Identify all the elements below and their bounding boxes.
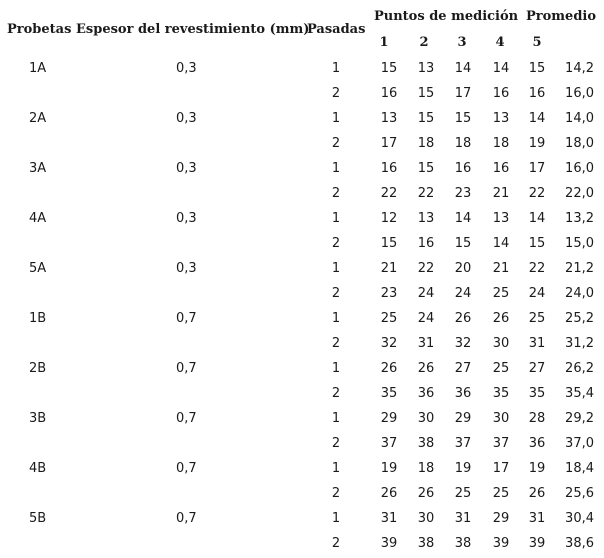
medicion-cell-4: 21 (492, 186, 510, 201)
medicion-cell-1: 39 (380, 536, 398, 551)
probeta-cell: 3A (29, 161, 47, 176)
medicion-cell-4: 30 (492, 411, 510, 426)
header-punto-2: 2 (419, 35, 429, 50)
pasada-cell: 2 (331, 286, 341, 301)
medicion-cell-3: 15 (454, 236, 472, 251)
pasada-cell: 2 (331, 486, 341, 501)
medicion-cell-3: 27 (454, 361, 472, 376)
medicion-cell-2: 26 (417, 486, 435, 501)
table-row (0, 208, 604, 233)
header-punto-5: 5 (532, 35, 542, 50)
probeta-cell: 2A (29, 111, 47, 126)
medicion-cell-5: 24 (528, 286, 546, 301)
promedio-cell: 35,4 (565, 386, 594, 401)
medicion-cell-2: 38 (417, 436, 435, 451)
medicion-cell-2: 18 (417, 136, 435, 151)
table-row (0, 183, 604, 208)
pasada-cell: 1 (331, 211, 341, 226)
probeta-cell: 1B (29, 311, 47, 326)
espesor-cell: 0,3 (176, 161, 197, 176)
medicion-cell-3: 19 (454, 461, 472, 476)
header-punto-3: 3 (457, 35, 467, 50)
medicion-cell-1: 25 (380, 311, 398, 326)
table-row (0, 108, 604, 133)
medicion-cell-2: 15 (417, 111, 435, 126)
medicion-cell-4: 26 (492, 311, 510, 326)
table-row (0, 383, 604, 408)
promedio-cell: 25,6 (565, 486, 594, 501)
promedio-cell: 29,2 (565, 411, 594, 426)
medicion-cell-1: 16 (380, 161, 398, 176)
medicion-cell-1: 17 (380, 136, 398, 151)
medicion-cell-5: 19 (528, 461, 546, 476)
medicion-cell-1: 26 (380, 486, 398, 501)
table-row (0, 308, 604, 333)
table-row (0, 333, 604, 358)
medicion-cell-5: 16 (528, 86, 546, 101)
header-promedio: Promedio (526, 9, 597, 24)
pasada-cell: 1 (331, 361, 341, 376)
medicion-cell-3: 38 (454, 536, 472, 551)
medicion-cell-2: 26 (417, 361, 435, 376)
table-row (0, 408, 604, 433)
medicion-cell-4: 14 (492, 236, 510, 251)
medicion-cell-4: 25 (492, 286, 510, 301)
medicion-cell-4: 16 (492, 86, 510, 101)
medicion-cell-2: 22 (417, 261, 435, 276)
pasada-cell: 2 (331, 436, 341, 451)
medicion-cell-1: 23 (380, 286, 398, 301)
promedio-cell: 21,2 (565, 261, 594, 276)
medicion-cell-3: 23 (454, 186, 472, 201)
header-probetas: Probetas (7, 22, 72, 37)
pasada-cell: 2 (331, 86, 341, 101)
medicion-cell-1: 32 (380, 336, 398, 351)
espesor-cell: 0,3 (176, 211, 197, 226)
espesor-cell: 0,3 (176, 261, 197, 276)
probeta-cell: 4B (29, 461, 47, 476)
medicion-cell-5: 39 (528, 536, 546, 551)
promedio-cell: 25,2 (565, 311, 594, 326)
espesor-cell: 0,7 (176, 411, 197, 426)
medicion-cell-5: 22 (528, 261, 546, 276)
medicion-cell-4: 14 (492, 61, 510, 76)
medicion-cell-4: 21 (492, 261, 510, 276)
medicion-cell-3: 16 (454, 161, 472, 176)
medicion-cell-5: 31 (528, 336, 546, 351)
promedio-cell: 22,0 (565, 186, 594, 201)
medicion-cell-3: 18 (454, 136, 472, 151)
table-row (0, 83, 604, 108)
medicion-cell-3: 26 (454, 311, 472, 326)
header-espesor: Espesor del revestimiento (mm) (76, 22, 310, 37)
espesor-cell: 0,7 (176, 511, 197, 526)
medicion-cell-3: 37 (454, 436, 472, 451)
promedio-cell: 31,2 (565, 336, 594, 351)
pasada-cell: 2 (331, 536, 341, 551)
pasada-cell: 1 (331, 311, 341, 326)
medicion-cell-1: 31 (380, 511, 398, 526)
table-row (0, 58, 604, 83)
medicion-cell-5: 14 (528, 211, 546, 226)
medicion-cell-4: 17 (492, 461, 510, 476)
medicion-cell-5: 19 (528, 136, 546, 151)
medicion-cell-4: 18 (492, 136, 510, 151)
table-row (0, 483, 604, 508)
pasada-cell: 2 (331, 386, 341, 401)
medicion-cell-2: 31 (417, 336, 435, 351)
medicion-cell-5: 35 (528, 386, 546, 401)
medicion-cell-4: 37 (492, 436, 510, 451)
medicion-cell-2: 24 (417, 286, 435, 301)
medicion-cell-2: 24 (417, 311, 435, 326)
medicion-cell-2: 13 (417, 61, 435, 76)
medicion-cell-4: 39 (492, 536, 510, 551)
medicion-cell-2: 22 (417, 186, 435, 201)
medicion-cell-2: 13 (417, 211, 435, 226)
medicion-cell-4: 25 (492, 486, 510, 501)
medicion-cell-2: 30 (417, 411, 435, 426)
header-punto-1: 1 (379, 35, 389, 50)
medicion-cell-3: 14 (454, 61, 472, 76)
medicion-cell-3: 15 (454, 111, 472, 126)
promedio-cell: 37,0 (565, 436, 594, 451)
promedio-cell: 24,0 (565, 286, 594, 301)
promedio-cell: 15,0 (565, 236, 594, 251)
espesor-cell: 0,3 (176, 111, 197, 126)
table-body (0, 58, 604, 558)
probeta-cell: 3B (29, 411, 47, 426)
medicion-cell-1: 16 (380, 86, 398, 101)
espesor-cell: 0,7 (176, 361, 197, 376)
pasada-cell: 1 (331, 511, 341, 526)
pasada-cell: 1 (331, 161, 341, 176)
medicion-cell-2: 18 (417, 461, 435, 476)
table-row (0, 358, 604, 383)
medicion-cell-5: 22 (528, 186, 546, 201)
pasada-cell: 1 (331, 111, 341, 126)
medicion-cell-5: 17 (528, 161, 546, 176)
medicion-cell-2: 36 (417, 386, 435, 401)
medicion-cell-5: 15 (528, 236, 546, 251)
table-row (0, 433, 604, 458)
medicion-cell-5: 25 (528, 311, 546, 326)
medicion-cell-3: 20 (454, 261, 472, 276)
probeta-cell: 5A (29, 261, 47, 276)
medicion-cell-1: 22 (380, 186, 398, 201)
promedio-cell: 30,4 (565, 511, 594, 526)
pasada-cell: 2 (331, 336, 341, 351)
medicion-cell-3: 14 (454, 211, 472, 226)
medicion-cell-5: 27 (528, 361, 546, 376)
medicion-cell-2: 38 (417, 536, 435, 551)
medicion-cell-2: 16 (417, 236, 435, 251)
promedio-cell: 18,0 (565, 136, 594, 151)
medicion-cell-4: 29 (492, 511, 510, 526)
table-row (0, 458, 604, 483)
medicion-cell-4: 35 (492, 386, 510, 401)
medicion-cell-5: 26 (528, 486, 546, 501)
espesor-cell: 0,3 (176, 61, 197, 76)
table-row (0, 533, 604, 558)
probeta-cell: 1A (29, 61, 47, 76)
pasada-cell: 1 (331, 411, 341, 426)
promedio-cell: 26,2 (565, 361, 594, 376)
medicion-cell-1: 12 (380, 211, 398, 226)
medicion-cell-3: 24 (454, 286, 472, 301)
table-row (0, 233, 604, 258)
medicion-cell-4: 25 (492, 361, 510, 376)
promedio-cell: 14,0 (565, 111, 594, 126)
medicion-cell-3: 32 (454, 336, 472, 351)
medicion-cell-1: 13 (380, 111, 398, 126)
medicion-cell-5: 15 (528, 61, 546, 76)
promedio-cell: 18,4 (565, 461, 594, 476)
medicion-cell-2: 15 (417, 161, 435, 176)
medicion-cell-1: 26 (380, 361, 398, 376)
promedio-cell: 13,2 (565, 211, 594, 226)
table-row (0, 508, 604, 533)
medicion-cell-1: 15 (380, 236, 398, 251)
table-row (0, 283, 604, 308)
medicion-cell-1: 29 (380, 411, 398, 426)
medicion-cell-3: 17 (454, 86, 472, 101)
espesor-cell: 0,7 (176, 311, 197, 326)
espesor-cell: 0,7 (176, 461, 197, 476)
pasada-cell: 1 (331, 61, 341, 76)
promedio-cell: 14,2 (565, 61, 594, 76)
promedio-cell: 16,0 (565, 86, 594, 101)
table-row (0, 133, 604, 158)
header-puntos-medicion: Puntos de medición (374, 9, 519, 24)
medicion-cell-3: 36 (454, 386, 472, 401)
table-row (0, 258, 604, 283)
medicion-cell-2: 30 (417, 511, 435, 526)
probeta-cell: 2B (29, 361, 47, 376)
header-punto-4: 4 (495, 35, 505, 50)
header-pasadas: Pasadas (307, 22, 366, 37)
medicion-cell-5: 14 (528, 111, 546, 126)
pasada-cell: 1 (331, 261, 341, 276)
pasada-cell: 2 (331, 136, 341, 151)
medicion-cell-5: 36 (528, 436, 546, 451)
medicion-cell-4: 13 (492, 211, 510, 226)
medicion-cell-4: 30 (492, 336, 510, 351)
medicion-cell-1: 35 (380, 386, 398, 401)
pasada-cell: 2 (331, 236, 341, 251)
table-row (0, 158, 604, 183)
pasada-cell: 1 (331, 461, 341, 476)
medicion-cell-1: 19 (380, 461, 398, 476)
medicion-cell-3: 29 (454, 411, 472, 426)
medicion-cell-5: 31 (528, 511, 546, 526)
medicion-cell-2: 15 (417, 86, 435, 101)
medicion-cell-3: 25 (454, 486, 472, 501)
medicion-cell-1: 15 (380, 61, 398, 76)
promedio-cell: 38,6 (565, 536, 594, 551)
probeta-cell: 4A (29, 211, 47, 226)
medicion-cell-5: 28 (528, 411, 546, 426)
medicion-cell-3: 31 (454, 511, 472, 526)
medicion-cell-1: 37 (380, 436, 398, 451)
pasada-cell: 2 (331, 186, 341, 201)
probeta-cell: 5B (29, 511, 47, 526)
medicion-cell-4: 16 (492, 161, 510, 176)
medicion-cell-1: 21 (380, 261, 398, 276)
medicion-cell-4: 13 (492, 111, 510, 126)
promedio-cell: 16,0 (565, 161, 594, 176)
